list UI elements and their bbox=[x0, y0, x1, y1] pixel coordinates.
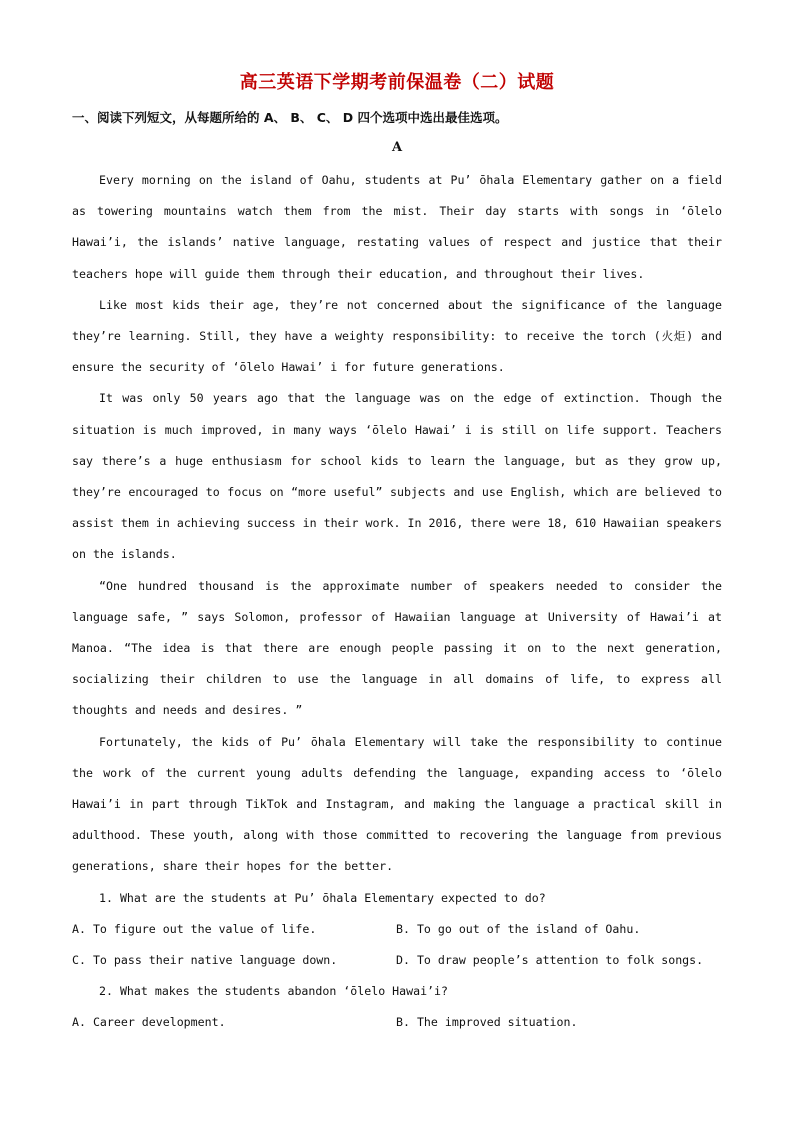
paragraph: Like most kids their age, they’re not concerned about the significance of the language they’re learning. Still, they have a weighty responsibility: to receive the torch (火炬) and ensure the security of ‘ōlelo Hawai’ i for future generations. bbox=[72, 297, 722, 375]
question-stem: 2. What makes the students abandon ‘ōlelo Hawai’i? bbox=[99, 984, 449, 999]
paragraph: “One hundred thousand is the approximate number of speakers needed to consider the language safe, ” says Solomon, professor of Hawaiian language at University of Hawai’i at Manoa. “The idea is that there are enough people passing it on to the next generation, socializing their children to use the language in all domains of life, to express all thoughts and needs and desires. ” bbox=[72, 578, 722, 718]
option-row bbox=[72, 914, 722, 945]
option-a: A. To figure out the value of life. bbox=[72, 921, 317, 936]
option-b: B. The improved situation. bbox=[396, 1015, 578, 1030]
option-row bbox=[72, 1007, 722, 1038]
option-c: C. To pass their native language down. bbox=[72, 953, 338, 968]
option-a: A. Career development. bbox=[72, 1015, 226, 1030]
question-stem: 1. What are the students at Pu’ ōhala Elementary expected to do? bbox=[99, 890, 546, 905]
passage-body bbox=[72, 165, 722, 1039]
question-1 bbox=[72, 883, 722, 977]
paragraph: Fortunately, the kids of Pu’ ōhala Elementary will take the responsibility to continue the work of the current young adults defending the language, expanding access to ‘ōlelo Hawai’i in part through TikTok and Instagram, and making the language a practical skill in adulthood. These youth, along with those committed to recovering the language from previous generations, share their hopes for the better. bbox=[72, 734, 722, 874]
passage-label: A bbox=[391, 140, 403, 155]
question-2 bbox=[72, 976, 722, 1038]
option-b: B. To go out of the island of Oahu. bbox=[396, 921, 641, 936]
section-heading: 一、阅读下列短文，从每题所给的 A、 B、 C、 D 四个选项中选出最佳选项。 bbox=[72, 110, 508, 125]
exam-title: 高三英语下学期考前保温卷（二）试题 bbox=[239, 72, 555, 93]
option-d: D. To draw people’s attention to folk songs. bbox=[396, 953, 704, 968]
paragraph: It was only 50 years ago that the language was on the edge of extinction. Though the situation is much improved, in many ways ‘ōlelo Hawai’ i is still on life support. Teachers say there’s a huge enthusiasm for school kids to learn the language, but as they grow up, they’re encouraged to focus on “more useful” subjects and use English, which are believed to assist them in achieving success in their work. In 2016, there were 18, 610 Hawaiian speakers on the islands. bbox=[72, 391, 722, 562]
option-row bbox=[72, 945, 722, 976]
paragraph: Every morning on the island of Oahu, students at Pu’ ōhala Elementary gather on a field as towering mountains watch them from the mist. Their day starts with songs in ‘ōlelo Hawai’i, the islands’ native language, restating values of respect and justice that their teachers hope will guide them through their education, and throughout their lives. bbox=[72, 173, 722, 281]
